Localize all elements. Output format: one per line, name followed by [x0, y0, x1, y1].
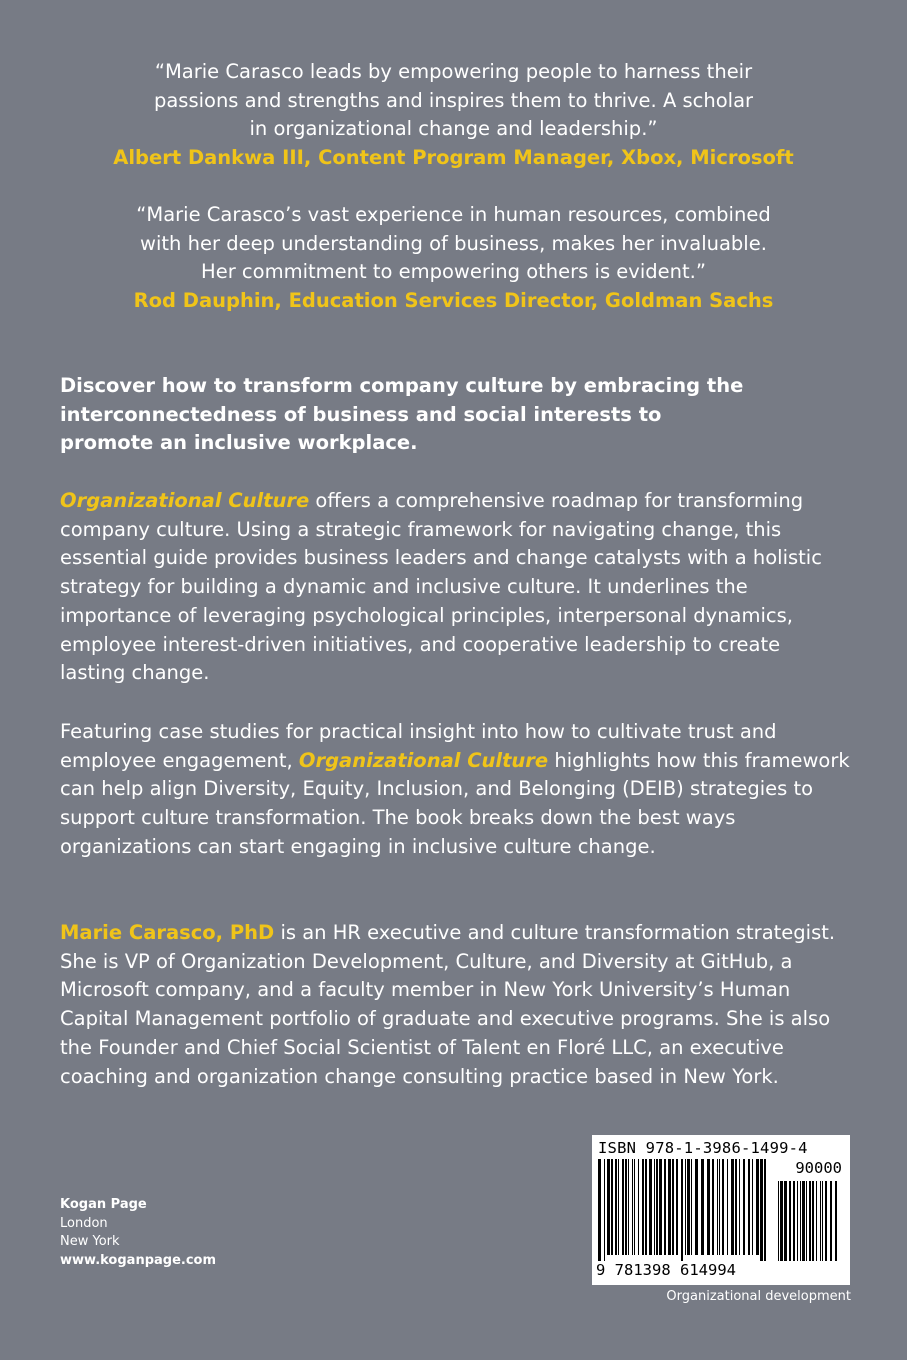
quote-2-line-3: Her commitment to empowering others is evident.” [201, 260, 706, 283]
book-title-highlight: Organizational Culture [60, 489, 310, 512]
barcode-main-icon [598, 1159, 766, 1261]
category-label: Organizational development [666, 1289, 851, 1304]
quote-2-line-2: with her deep understanding of business, makes her invaluable. [140, 231, 767, 255]
quote-1-attribution: Albert Dankwa III, Content Program Manager, Xbox, Microsoft [113, 145, 794, 169]
description-1-text: offers a comprehensive roadmap for transforming company culture. Using a strategic framework for navigating change, this essential guide provides business leaders and change catalysts with a holistic strategy for building a dynamic and inclusive culture. It underlines the importance of leveraging psychological principles, interpersonal dynamics, employee interest-driven initiatives, and cooperative leadership to create lasting change. [60, 489, 822, 685]
quote-2 [60, 201, 847, 315]
description-paragraph-2 [60, 718, 850, 862]
quote-1-line-1: “Marie Carasco leads by empowering people to harness their [154, 60, 753, 83]
ean-digits: 9 781398 614994 [596, 1261, 736, 1279]
author-bio-text: is an HR executive and culture transformation strategist. She is VP of Organization Development, Culture, and Diversity at GitHub, a Microsoft company, and a faculty member in New York University’s Human Capital Management portfolio of graduate and executive programs. She is also the Founder and Chief Social Scientist of Talent en Floré LLC, an executive coaching and organization change consulting practice based in New York. [60, 921, 836, 1088]
description-paragraph-1 [60, 487, 840, 688]
quote-1 [60, 58, 847, 172]
publisher-website: www.koganpage.com [60, 1252, 217, 1268]
publisher-name: Kogan Page [60, 1197, 147, 1212]
description-2-after: highlights how this framework can help align Diversity, Equity, Inclusion, and Belonging (DEIB) strategies to support culture transformation. The book breaks down the best ways organizations can start engaging in inclusive culture change. [60, 748, 850, 858]
quote-2-line-1: “Marie Carasco’s vast experience in human resources, combined [136, 203, 771, 226]
publisher-block [60, 1196, 216, 1270]
quote-1-line-2: passions and strengths and inspires them to thrive. A scholar [153, 88, 754, 112]
description-2-before: Featuring case studies for practical insight into how to cultivate trust and employee engagement, [60, 720, 777, 772]
barcode-box [592, 1135, 850, 1285]
author-name: Marie Carasco, PhD [60, 921, 275, 944]
quote-1-line-3: in organizational change and leadership.” [249, 117, 658, 140]
barcode-addon-icon [778, 1181, 842, 1261]
publisher-city-london: London [60, 1215, 108, 1231]
intro-paragraph: Discover how to transform company culture by embracing the interconnectedness of business and social interests to promote an inclusive workplace. [60, 374, 744, 455]
book-title-highlight-2: Organizational Culture [298, 748, 549, 772]
quote-2-attribution: Rod Dauphin, Education Services Director, Goldman Sachs [133, 288, 774, 312]
isbn-label: ISBN 978-1-3986-1499-4 [598, 1139, 808, 1157]
publisher-city-new-york: New York [60, 1234, 120, 1249]
author-bio [60, 919, 850, 1091]
price-code: 90000 [795, 1159, 842, 1177]
